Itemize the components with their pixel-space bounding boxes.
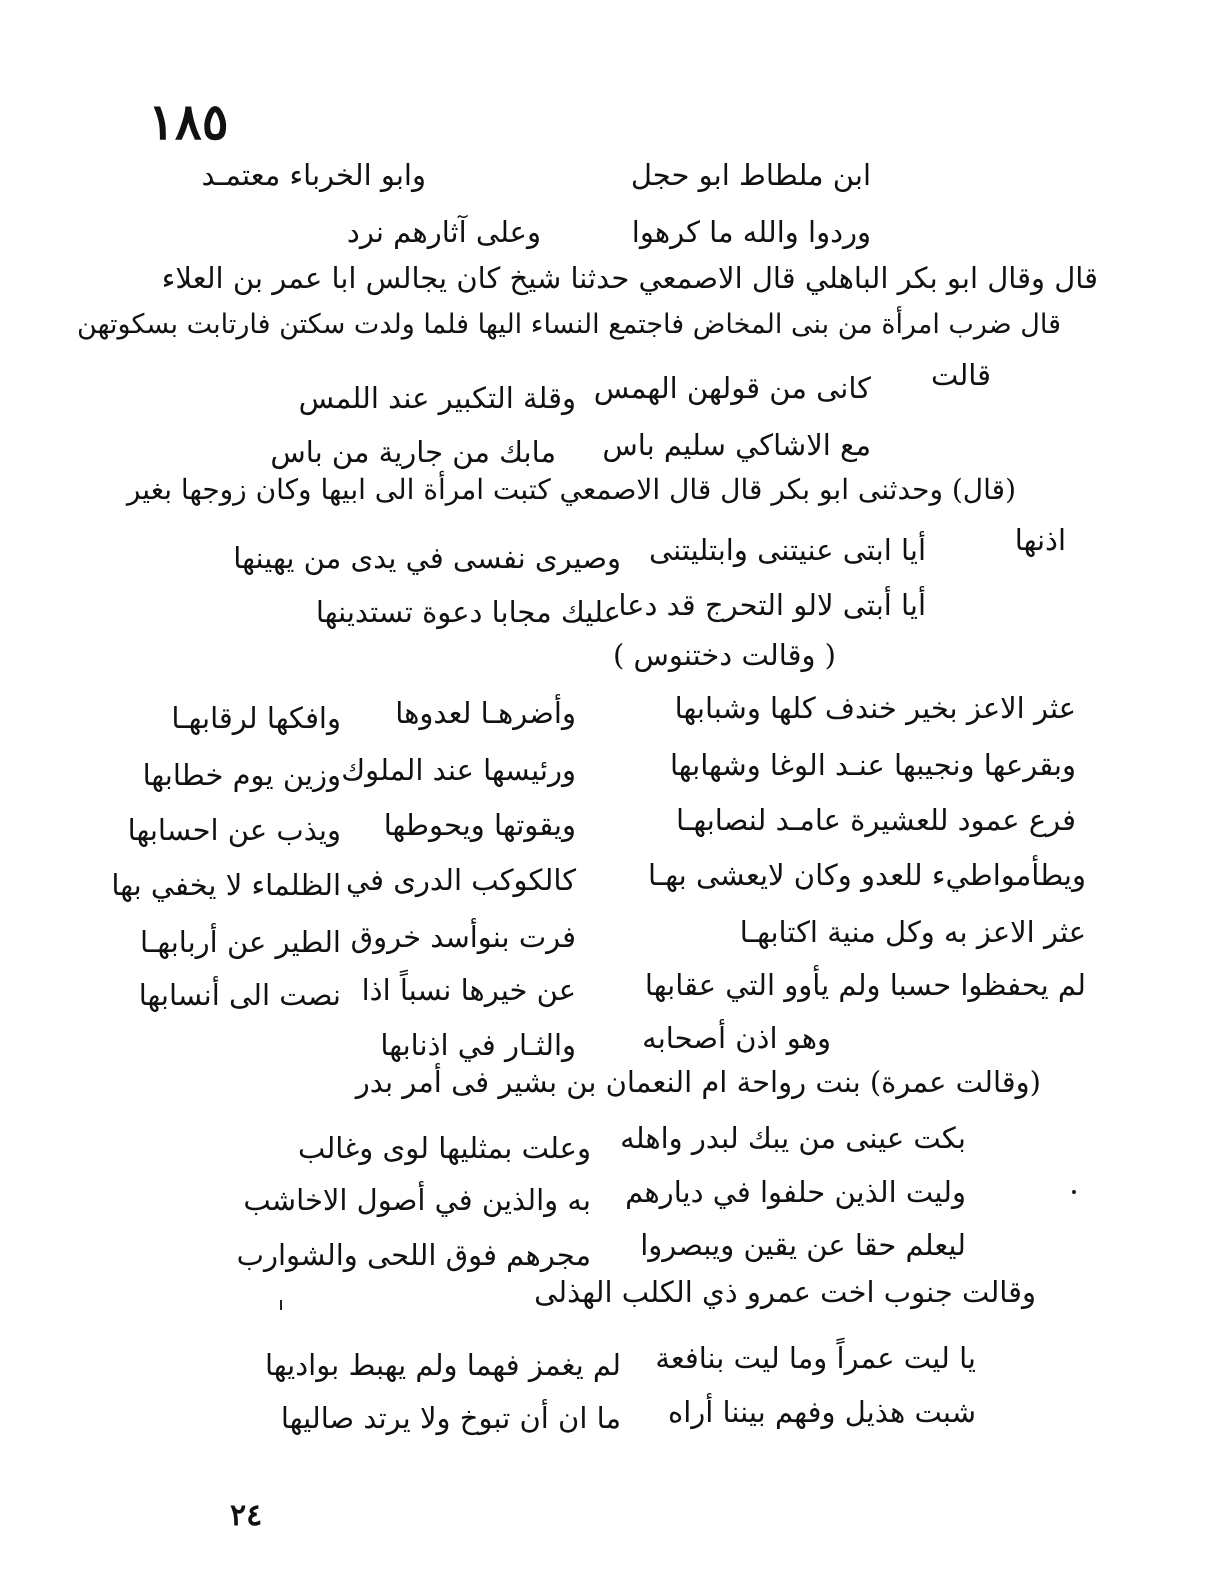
verse-5-first-hemistich: أيا ابتى عنيتنى وابتليتنى: [648, 533, 926, 567]
ink-mark: [280, 1300, 282, 1310]
verse-9-first-hemistich: ليعلم حقا عن يقين ويبصروا: [640, 1228, 966, 1262]
verse-col-2: فرت بنوأسد خروق: [350, 920, 576, 954]
verse-col-2: ويقوتها ويحوطها: [383, 808, 576, 842]
prose-line: وقالت جنوب اخت عمرو ذي الكلب الهذلى: [534, 1275, 1036, 1309]
verse-col-3: الظلماء لا يخفي بها: [111, 868, 341, 902]
verse-11-first-hemistich: شبت هذيل وفهم بيننا أراه: [668, 1395, 976, 1429]
verse-11-second-hemistich: ما ان أن تبوخ ولا يرتد صاليها: [280, 1401, 621, 1435]
verse-8-first-hemistich: وليت الذين حلفوا في ديارهم: [625, 1175, 966, 1209]
verse-col-2: ورئيسها عند الملوك: [341, 753, 576, 787]
verse-col-1: عثر الاعز بخير خندف كلها وشبابها: [674, 691, 1076, 725]
verse-2-second-hemistich: وعلى آثارهم نرد: [346, 215, 541, 249]
verse-col-3: وافكها لرقابهـا: [171, 701, 341, 735]
verse-5-second-hemistich: وصيرى نفسى في يدى من يهينها: [233, 541, 621, 575]
verse-8-second-hemistich: به والذين في أصول الاخاشب: [243, 1183, 591, 1217]
prose-qalat: قالت: [930, 358, 991, 392]
prose-line: قال وقال ابو بكر الباهلي قال الاصمعي حدثنا شيخ كان يجالس ابا عمر بن العلاء: [161, 261, 1098, 295]
verse-col-3: ويذب عن احسابها: [127, 813, 341, 847]
page-number-bottom: ٢٤: [230, 1498, 263, 1533]
verse-col-3: نصت الى أنسابها: [138, 978, 341, 1012]
verse-col-1: وبقرعها ونجيبها عنـد الوغا وشهابها: [669, 748, 1076, 782]
verse-col-2: كالكوكب الدرى في: [345, 863, 576, 897]
verse-4-second-hemistich: مابك من جارية من باس: [270, 435, 556, 469]
verse-9-second-hemistich: مجرهم فوق اللحى والشوارب: [236, 1238, 591, 1272]
verse-col-2: عن خيرها نسباً اذا: [361, 973, 576, 1007]
prose-line: (قال) وحدثنى ابو بكر قال قال الاصمعي كتبت امرأة الى ابيها وكان زوجها بغير: [126, 473, 1016, 506]
verse-4-first-hemistich: مع الاشاكي سليم باس: [602, 428, 871, 462]
prose-idhniha: اذنها: [1014, 523, 1066, 557]
verse-2-first-hemistich: وردوا والله ما كرهوا: [631, 215, 871, 249]
verse-col-3: وزين يوم خطابها: [142, 758, 341, 792]
prose-line: (وقالت عمرة) بنت رواحة ام النعمان بن بشير فى أمر بدر: [355, 1065, 1041, 1099]
verse-col-1: لم يحفظوا حسبا ولم يأوو التي عقابها: [644, 968, 1086, 1002]
ink-speck: [1072, 1190, 1076, 1194]
verse-3-first-hemistich: كانى من قولهن الهمس: [593, 371, 871, 405]
verse-1-second-hemistich: وابو الخرباء معتمـد: [201, 158, 426, 192]
verse-7-first-hemistich: بكت عينى من يبك لبدر واهله: [620, 1121, 966, 1155]
verse-col-1: فرع عمود للعشيرة عامـد لنصابهـا: [676, 803, 1076, 837]
verse-col-3: الطير عن أربابهـا: [140, 925, 341, 959]
verse-6-second-hemistich: عليك مجابا دعوة تستدينها: [315, 595, 621, 629]
verse-7-second-hemistich: وعلت بمثليها لوى وغالب: [297, 1131, 591, 1165]
verse-6-first-hemistich: أيا أبتى لالو التحرج قد دعا: [618, 588, 926, 622]
verse-col-2: والثـار في اذنابها: [380, 1028, 576, 1062]
heading-dakhtanus: ( وقالت دختنوس ): [612, 638, 836, 672]
verse-3-second-hemistich: وقلة التكبير عند اللمس: [298, 381, 576, 415]
page-number-top: ١٨٥: [148, 92, 229, 151]
verse-col-1: عثر الاعز به وكل منية اكتابهـا: [739, 915, 1086, 949]
verse-10-second-hemistich: لم يغمز فهما ولم يهبط بواديها: [264, 1348, 621, 1382]
verse-10-first-hemistich: يا ليت عمراً وما ليت بنافعة: [655, 1341, 976, 1375]
verse-col-1: ويطأمواطيء للعدو وكان لايعشى بهـا: [647, 858, 1086, 892]
prose-line: قال ضرب امرأة من بنى المخاض فاجتمع النساء اليها فلما ولدت سكتن فارتابت بسكوتهن: [77, 309, 1061, 340]
verse-1-first-hemistich: ابن ملطاط ابو حجل: [630, 158, 871, 192]
verse-col-1: وهو اذن أصحابه: [642, 1021, 831, 1055]
verse-col-2: وأضرهـا لعدوها: [395, 696, 576, 730]
